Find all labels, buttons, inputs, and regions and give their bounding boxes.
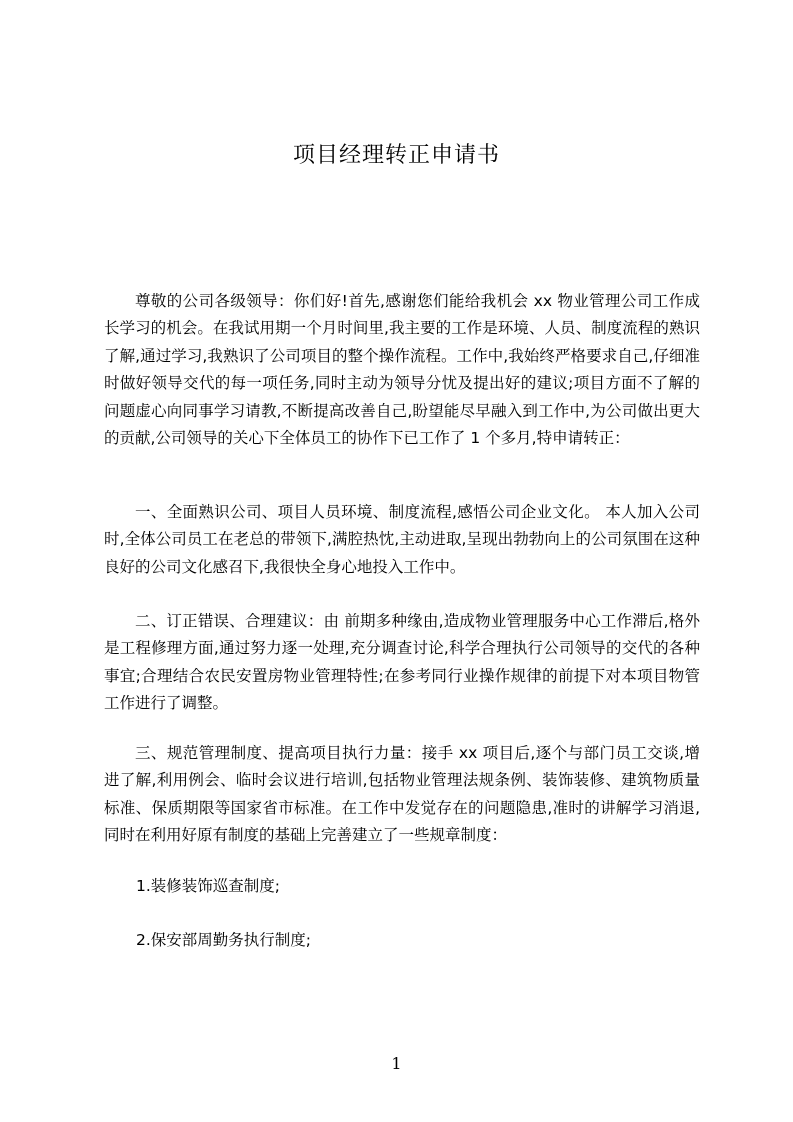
paragraph-text: 三、规范管理制度、提高项目执行力量：接手 xx 项目后,逐个与部门员工交谈,增进了解,利用例会、临时会议进行培训,包括物业管理法规条例、装饰装修、建筑物质量标准、保质期限等国家省市标准。在工作中发觉存在的问题隐患,准时的讲解学习消退,同时在利用好原有制度的基础上完善建立了一些规章制度：	[104, 744, 700, 845]
page-number: 1	[391, 1054, 402, 1073]
paragraph-text: 一、全面熟识公司、项目人员环境、制度流程,感悟公司企业文化。 本人加入公司时,全体公司员工在老总的带领下,满腔热忱,主动进取,呈现出勃勃向上的公司氛围在这种良好的公司文化感召下,我很快全身心地投入工作中。	[104, 503, 700, 576]
paragraph-section-one	[104, 499, 700, 581]
list-item: 2.保安部周勤务执行制度;	[136, 931, 312, 949]
paragraph-text: 二、订正错误、合理建议：由 前期多种缘由,造成物业管理服务中心工作滞后,格外是工程修理方面,通过努力逐一处理,充分调查讨论,科学合理执行公司领导的交代的各种事宜;合理结合农民安置房物业管理特性;在参考同行业操作规律的前提下对本项目物管工作进行了调整。	[104, 612, 700, 713]
paragraph-section-three	[104, 740, 700, 850]
paragraph-greeting	[104, 288, 700, 452]
paragraph-section-two	[104, 608, 700, 718]
paragraph-text: 尊敬的公司各级领导：你们好!首先,感谢您们能给我机会 xx 物业管理公司工作成长学习的机会。在我试用期一个月时间里,我主要的工作是环境、人员、制度流程的熟识了解,通过学习,我熟识了公司项目的整个操作流程。工作中,我始终严格要求自己,仔细准时做好领导交代的每一项任务,同时主动为领导分忧及提出好的建议;项目方面不了解的问题虚心向同事学习请教,不断提高改善自己,盼望能尽早融入到工作中,为公司做出更大的贡献,公司领导的关心下全体员工的协作下已工作了 1 个多月,特申请转正：	[104, 292, 700, 448]
list-item: 1.装修装饰巡查制度;	[136, 877, 281, 895]
document-title: 项目经理转正申请书	[292, 143, 500, 168]
